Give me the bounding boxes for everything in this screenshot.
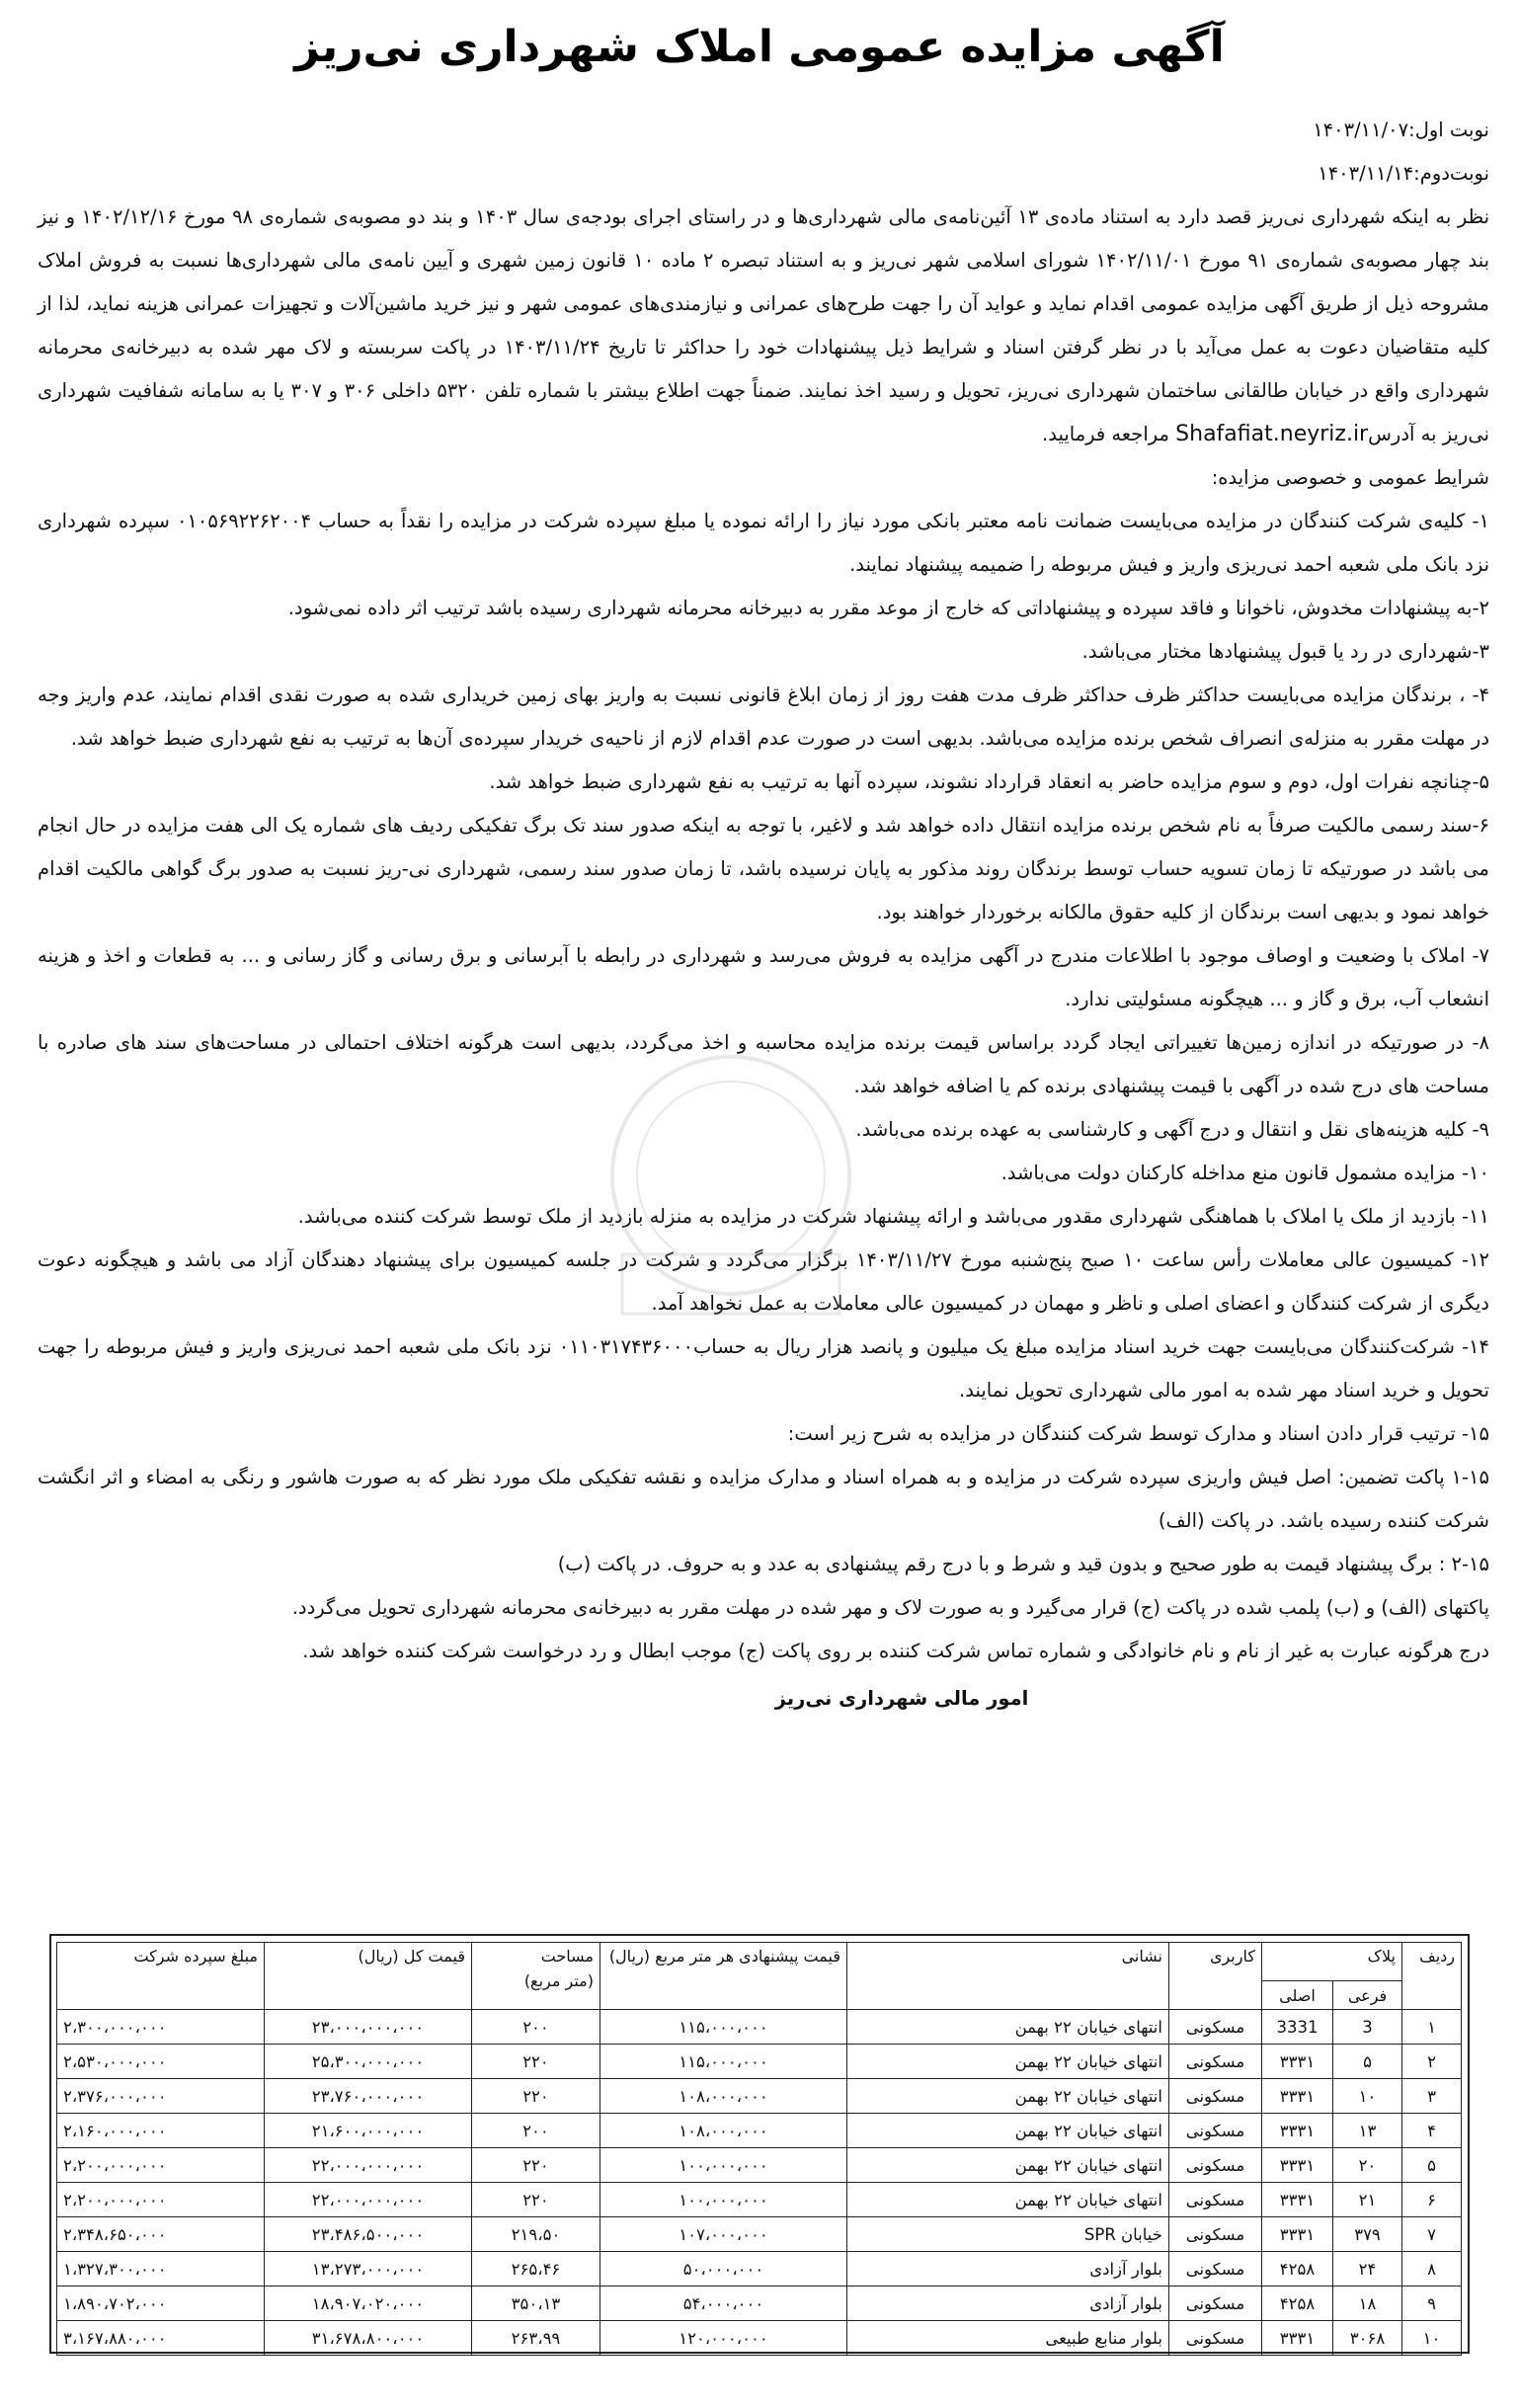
table-row [56,2045,1461,2079]
condition-item: ۱- کلیه‌ی شرکت کنندگان در مزایده می‌بایست ضمانت نامه معتبر بانکی مورد نیاز را ارائه نموده یا مبلغ سپرده شرکت در مزایده را نقداً به حساب ۰۱۰۵۶۹۲۲۶۲۰۰۴ سپرده شهرداری نزد بانک ملی شعبه احمد نی‌ریزی واریز و فیش مربوطه را ضمیمه پیشنهاد نمایند. [38,510,1489,576]
cell-total-price: ۲۳،۷۶۰،۰۰۰،۰۰۰ [264,2079,471,2114]
cell-usage: مسکونی [1168,2183,1261,2217]
header-total-price: قیمت کل (ریال) [264,1943,471,2010]
cell-usage: مسکونی [1168,2287,1261,2321]
cell-deposit: ۲،۱۶۰،۰۰۰،۰۰۰ [56,2114,264,2148]
cell-fari: 3 [1333,2010,1402,2045]
cell-asli: ۳۳۳۱ [1261,2045,1332,2079]
cell-deposit: ۱،۳۲۷،۳۰۰،۰۰۰ [56,2252,264,2287]
second-publication-date: ۱۴۰۳/۱۱/۱۴ [1318,162,1414,185]
cell-fari: ۳۷۹ [1333,2217,1402,2252]
cell-fari: ۲۴ [1333,2252,1402,2287]
cell-price-per-meter: ۱۰۰،۰۰۰،۰۰۰ [600,2148,846,2183]
cell-address: خیابان SPR [846,2217,1168,2252]
header-area [471,1943,600,2010]
cell-address: انتهای خیابان ۲۲ بهمن [846,2010,1168,2045]
condition-item: ۳-شهرداری در رد یا قبول پیشنهادها مختار می‌باشد. [1081,640,1489,663]
cell-area: ۲۰۰ [471,2010,600,2045]
notice-body [38,109,1489,1721]
property-table [56,1942,1462,2356]
cell-address: انتهای خیابان ۲۲ بهمن [846,2183,1168,2217]
table-row [56,2287,1461,2321]
cell-asli: 3331 [1261,2010,1332,2045]
first-publication-date: ۱۴۰۳/۱۱/۰۷ [1313,119,1409,141]
header-plak: پلاک [1261,1943,1401,1981]
header-asli: اصلی [1261,1981,1332,2010]
intro-text: نظر به اینکه شهرداری نی‌ریز قصد دارد به استناد ماده‌ی ۱۳ آئین‌نامه‌ی مالی شهرداری‌ها و در راستای اجرای بودجه‌ی سال ۱۴۰۳ و بند دو مصوبه‌ی شماره‌ی ۹۸ مورخ ۱۴۰۲/۱۲/۱۶ و نیز بند چهار مصوبه‌ی شماره‌ی ۹۱ مورخ ۱۴۰۲/۱۱/۰۱ شورای اسلامی شهر نی‌ریز و به استناد تبصره ۲ ماده ۱۰ قانون زمین شهری و آیین نامه‌ی مالی شهرداری‌ها نسبت به فروش املاک مشروحه ذیل از طریق آگهی مزایده عمومی اقدام نماید و عواید آن را جهت طرح‌های عمرانی و نیازمندی‌های عمومی شهر و نیز خرید ماشین‌آلات و تجهیزات عمرانی هزینه نماید، لذا از کلیه متقاضیان دعوت به عمل می‌آید با در نظر گرفتن اسناد و شرایط ذیل پیشنهادات خود را حداکثر تا تاریخ ۱۴۰۳/۱۱/۲۴ در پاکت سربسته و لاک مهر شده به دبیرخانه‌ی محرمانه شهرداری واقع در خیابان طالقانی ساختمان شهرداری نی‌ریز، تحویل و رسید اخذ نمایند. ضمناً جهت اطلاع بیشتر با شماره تلفن ۵۳۲۰ داخلی ۳۰۶ و ۳۰۷ یا به سامانه شفافیت شهرداری نی‌ریز به آدرس [38,205,1490,445]
second-publication-line [38,152,1489,196]
header-usage: کاربری [1168,1943,1261,2010]
cell-total-price: ۱۳،۲۷۳،۰۰۰،۰۰۰ [264,2252,471,2287]
condition-item: ۵-چنانچه نفرات اول، دوم و سوم مزایده حاضر به انعقاد قرارداد نشوند، سپرده آنها به ترتیب به نفع شهرداری ضبط خواهد شد. [489,770,1489,793]
cell-area: ۲۰۰ [471,2114,600,2148]
cell-deposit: ۱،۸۹۰،۷۰۲،۰۰۰ [56,2287,264,2321]
cell-deposit: ۲،۳۷۶،۰۰۰،۰۰۰ [56,2079,264,2114]
cell-usage: مسکونی [1168,2148,1261,2183]
condition-item: ۲-به پیشنهادات مخدوش، ناخوانا و فاقد سپرده و پیشنهاداتی که خارج از موعد مقرر به دبیرخانه محرمانه شهرداری رسیده باشد ترتیب اثر داده نمی‌شود. [287,597,1489,619]
cell-row-number: ۷ [1402,2217,1462,2252]
conditions-heading: شرایط عمومی و خصوصی مزایده: [1211,466,1489,489]
condition-item: ۸- در صورتیکه در اندازه زمین‌ها تغییراتی ایجاد گردد براساس قیمت برنده مزایده محاسبه و اخذ می‌گردد، بدیهی است هرگونه اختلاف احتمالی در مساحت‌های سند های صادره با مساحت های درج شده در آگهی با قیمت پیشنهادی برنده کم یا اضافه خواهد شد. [38,1031,1489,1097]
cell-deposit: ۳،۱۶۷،۸۸۰،۰۰۰ [56,2321,264,2356]
cell-row-number: ۴ [1402,2114,1462,2148]
condition-item: ۹- کلیه هزینه‌های نقل و انتقال و درج آگهی و کارشناسی به عهده برنده می‌باشد. [855,1118,1489,1141]
cell-address: انتهای خیابان ۲۲ بهمن [846,2148,1168,2183]
cell-price-per-meter: ۱۱۵،۰۰۰،۰۰۰ [600,2045,846,2079]
cell-fari: ۱۳ [1333,2114,1402,2148]
table-row [56,2217,1461,2252]
cell-area: ۲۲۰ [471,2079,600,2114]
cell-price-per-meter: ۱۰۸،۰۰۰،۰۰۰ [600,2079,846,2114]
cell-area: ۲۲۰ [471,2045,600,2079]
cell-usage: مسکونی [1168,2321,1261,2356]
table-row [56,2183,1461,2217]
condition-item: ۱-۱۵ پاکت تضمین: اصل فیش واریزی سپرده شرکت در مزایده و به همراه اسناد و مدارک مزایده و نقشه تفکیکی ملک مورد نظر که به صورت هاشور و رنگی به امضاء و اثر انگشت شرکت کننده رسیده باشد. در پاکت (الف) [38,1466,1489,1532]
cell-address: بلوار آزادی [846,2287,1168,2321]
cell-address: انتهای خیابان ۲۲ بهمن [846,2045,1168,2079]
cell-area: ۲۶۵،۴۶ [471,2252,600,2287]
cell-deposit: ۲،۵۳۰،۰۰۰،۰۰۰ [56,2045,264,2079]
condition-item: ۱۰- مزایده مشمول قانون منع مداخله کارکنان دولت می‌باشد. [1000,1162,1489,1184]
first-publication-label: نوبت اول: [1408,119,1489,141]
condition-item: ۲-۱۵ : برگ پیشنهاد قیمت به طور صحیح و بدون قید و شرط و با درج رقم پیشنهادی به عدد و به حروف. در پاکت (ب) [557,1553,1489,1575]
condition-item: ۴- ، برندگان مزایده می‌بایست حداکثر ظرف حداکثر ظرف مدت هفت روز از زمان ابلاغ قانونی نسبت به واریز بهای زمین خریداری شده به صورت نقدی اقدام نمایند، عدم واریز وجه در مهلت مقرر به منزله‌ی انصراف شخص برنده مزایده می‌باشد. بدیهی است در صورت عدم اقدام لازم از ناحیه‌ی خریدار سپرده‌ی آن‌ها به ترتیب به نفع شهرداری ضبط خواهد شد. [38,683,1489,750]
cell-row-number: ۹ [1402,2287,1462,2321]
conditions-list [38,500,1489,1673]
cell-asli: ۴۲۵۸ [1261,2252,1332,2287]
cell-asli: ۳۳۳۱ [1261,2114,1332,2148]
header-deposit: مبلغ سپرده شرکت [56,1943,264,2010]
cell-total-price: ۲۳،۰۰۰،۰۰۰،۰۰۰ [264,2010,471,2045]
cell-area: ۳۵۰،۱۳ [471,2287,600,2321]
cell-row-number: ۸ [1402,2252,1462,2287]
cell-row-number: ۱۰ [1402,2321,1462,2356]
cell-fari: ۵ [1333,2045,1402,2079]
property-table-body [56,2010,1461,2356]
property-table-wrapper [57,1942,1462,2356]
cell-row-number: ۶ [1402,2183,1462,2217]
cell-address: بلوار منابع طبیعی [846,2321,1168,2356]
table-row [56,2079,1461,2114]
cell-total-price: ۲۲،۰۰۰،۰۰۰،۰۰۰ [264,2183,471,2217]
header-area-label: مساحت [540,1947,594,1966]
cell-price-per-meter: ۱۲۰،۰۰۰،۰۰۰ [600,2321,846,2356]
header-fari: فرعی [1333,1981,1402,2010]
cell-asli: ۳۳۳۱ [1261,2183,1332,2217]
cell-fari: ۲۰ [1333,2148,1402,2183]
condition-item: ۱۱- بازدید از ملک یا املاک با هماهنگی شهرداری مقدور می‌باشد و ارائه پیشنهاد شرکت در مزایده به منزله بازدید از ملک توسط شرکت کننده می‌باشد. [297,1205,1489,1228]
condition-item: پاکتهای (الف) و (ب) پلمب شده در پاکت (ج) قرار می‌گیرد و به صورت لاک و مهر شده در مهلت مقرر به دبیرخانه‌ی محرمانه شهرداری تحویل می‌گردد. [291,1596,1489,1619]
cell-area: ۲۶۳،۹۹ [471,2321,600,2356]
cell-usage: مسکونی [1168,2217,1261,2252]
cell-area: ۲۲۰ [471,2183,600,2217]
cell-price-per-meter: ۱۰۸،۰۰۰،۰۰۰ [600,2114,846,2148]
cell-address: بلوار آزادی [846,2252,1168,2287]
cell-total-price: ۳۱،۶۷۸،۸۰۰،۰۰۰ [264,2321,471,2356]
cell-price-per-meter: ۱۰۷،۰۰۰،۰۰۰ [600,2217,846,2252]
cell-total-price: ۱۸،۹۰۷،۰۲۰،۰۰۰ [264,2287,471,2321]
cell-deposit: ۲،۲۰۰،۰۰۰،۰۰۰ [56,2148,264,2183]
cell-row-number: ۱ [1402,2010,1462,2045]
header-area-unit: (متر مربع) [523,1971,594,1990]
cell-fari: ۲۱ [1333,2183,1402,2217]
table-row [56,2148,1461,2183]
cell-fari: ۱۸ [1333,2287,1402,2321]
cell-price-per-meter: ۵۰،۰۰۰،۰۰۰ [600,2252,846,2287]
cell-asli: ۳۳۳۱ [1261,2079,1332,2114]
cell-price-per-meter: ۱۰۰،۰۰۰،۰۰۰ [600,2183,846,2217]
cell-row-number: ۵ [1402,2148,1462,2183]
cell-deposit: ۲،۲۰۰،۰۰۰،۰۰۰ [56,2183,264,2217]
cell-address: انتهای خیابان ۲۲ بهمن [846,2079,1168,2114]
table-row [56,2321,1461,2356]
cell-asli: ۴۲۵۸ [1261,2287,1332,2321]
condition-item: درج هرگونه عبارت به غیر از نام و نام خانوادگی و شماره تماس شرکت کننده بر روی پاکت (ج) موجب ابطال و رد درخواست شرکت کننده خواهد شد. [302,1640,1489,1662]
cell-usage: مسکونی [1168,2252,1261,2287]
cell-fari: ۳۰۶۸ [1333,2321,1402,2356]
cell-asli: ۳۳۳۱ [1261,2148,1332,2183]
cell-total-price: ۲۵،۳۰۰،۰۰۰،۰۰۰ [264,2045,471,2079]
cell-row-number: ۳ [1402,2079,1462,2114]
page-title: آگهی مزایده عمومی املاک شهرداری نی‌ریز [294,22,1225,72]
header-row-number: ردیف [1402,1943,1462,2010]
signature: امور مالی شهرداری نی‌ریز [774,1687,1029,1710]
cell-total-price: ۲۱،۶۰۰،۰۰۰،۰۰۰ [264,2114,471,2148]
table-row [56,2010,1461,2045]
cell-asli: ۳۳۳۱ [1261,2321,1332,2356]
intro-closing: مراجعه فرمایید. [1042,423,1169,445]
cell-usage: مسکونی [1168,2045,1261,2079]
cell-area: ۲۲۰ [471,2148,600,2183]
table-row [56,2114,1461,2148]
cell-usage: مسکونی [1168,2079,1261,2114]
first-publication-line [38,109,1489,152]
cell-total-price: ۲۲،۰۰۰،۰۰۰،۰۰۰ [264,2148,471,2183]
cell-fari: ۱۰ [1333,2079,1402,2114]
cell-usage: مسکونی [1168,2114,1261,2148]
transparency-site-link[interactable]: Shafafiat.neyriz.ir [1175,422,1369,446]
second-publication-label: نوبت‌دوم: [1413,162,1489,185]
condition-item: ۱۵- ترتیب قرار دادن اسناد و مدارک توسط شرکت کنندگان در مزایده به شرح زیر است: [787,1422,1489,1445]
cell-total-price: ۲۳،۴۸۶،۵۰۰،۰۰۰ [264,2217,471,2252]
cell-asli: ۳۳۳۱ [1261,2217,1332,2252]
condition-item: ۱۲- کمیسیون عالی معاملات رأس ساعت ۱۰ صبح پنج‌شنبه مورخ ۱۴۰۳/۱۱/۲۷ برگزار می‌گردد و شرکت در جلسه کمیسیون برای پیشنهاد دهندگان آزاد می باشد و هیچگونه دعوت دیگری از شرکت کنندگان و اعضای اصلی و ناظر و مهمان در کمیسیون عالی معاملات به عمل نخواهد آمد. [38,1248,1490,1315]
condition-item: ۶-سند رسمی مالکیت صرفاً به نام شخص برنده مزایده انتقال داده خواهد شد و لاغیر، با توجه به اینکه صدور سند تک برگ تفکیکی ردیف های شماره یک الی هفت مزایده در حال انجام می باشد در صورتیکه تا زمان تسویه حساب توسط برندگان روند مذکور به پایان نرسیده باشد، تا زمان صدور سند رسمی، شهرداری نی-ریز نسبت به صدور برگ گواهی مالکیت اقدام خواهد نمود و بدیهی است برندگان از کلیه حقوق مالکانه برخوردار خواهند بود. [38,814,1489,923]
intro-paragraph [38,196,1489,456]
cell-deposit: ۲،۳۰۰،۰۰۰،۰۰۰ [56,2010,264,2045]
cell-price-per-meter: ۵۴،۰۰۰،۰۰۰ [600,2287,846,2321]
cell-address: انتهای خیابان ۲۲ بهمن [846,2114,1168,2148]
header-price-per-meter: قیمت پیشنهادی هر متر مربع (ریال) [600,1943,846,2010]
cell-price-per-meter: ۱۱۵،۰۰۰،۰۰۰ [600,2010,846,2045]
header-address: نشانی [846,1943,1168,2010]
cell-area: ۲۱۹،۵۰ [471,2217,600,2252]
condition-item: ۷- املاک با وضعیت و اوصاف موجود با اطلاعات مندرج در آگهی مزایده به فروش می‌رسد و شهرداری در رابطه با آبرسانی و برق رسانی و گاز رسانی و ... به قطعات و اخذ و هزینه انشعاب آب، برق و گاز و ... هیچگونه مسئولیتی ندارد. [38,944,1489,1010]
cell-deposit: ۲،۳۴۸،۶۵۰،۰۰۰ [56,2217,264,2252]
table-row [56,2252,1461,2287]
condition-item: ۱۴- شرکت‌کنندگان می‌بایست جهت خرید اسناد مزایده مبلغ یک میلیون و پانصد هزار ریال به حساب۰۱۱۰۳۱۷۴۳۶۰۰۰ نزد بانک ملی شعبه احمد نی‌ریزی واریز و فیش مربوطه را جهت تحویل و خرید اسناد مهر شده به امور مالی شهرداری تحویل نمایند. [38,1335,1489,1402]
cell-usage: مسکونی [1168,2010,1261,2045]
cell-row-number: ۲ [1402,2045,1462,2079]
